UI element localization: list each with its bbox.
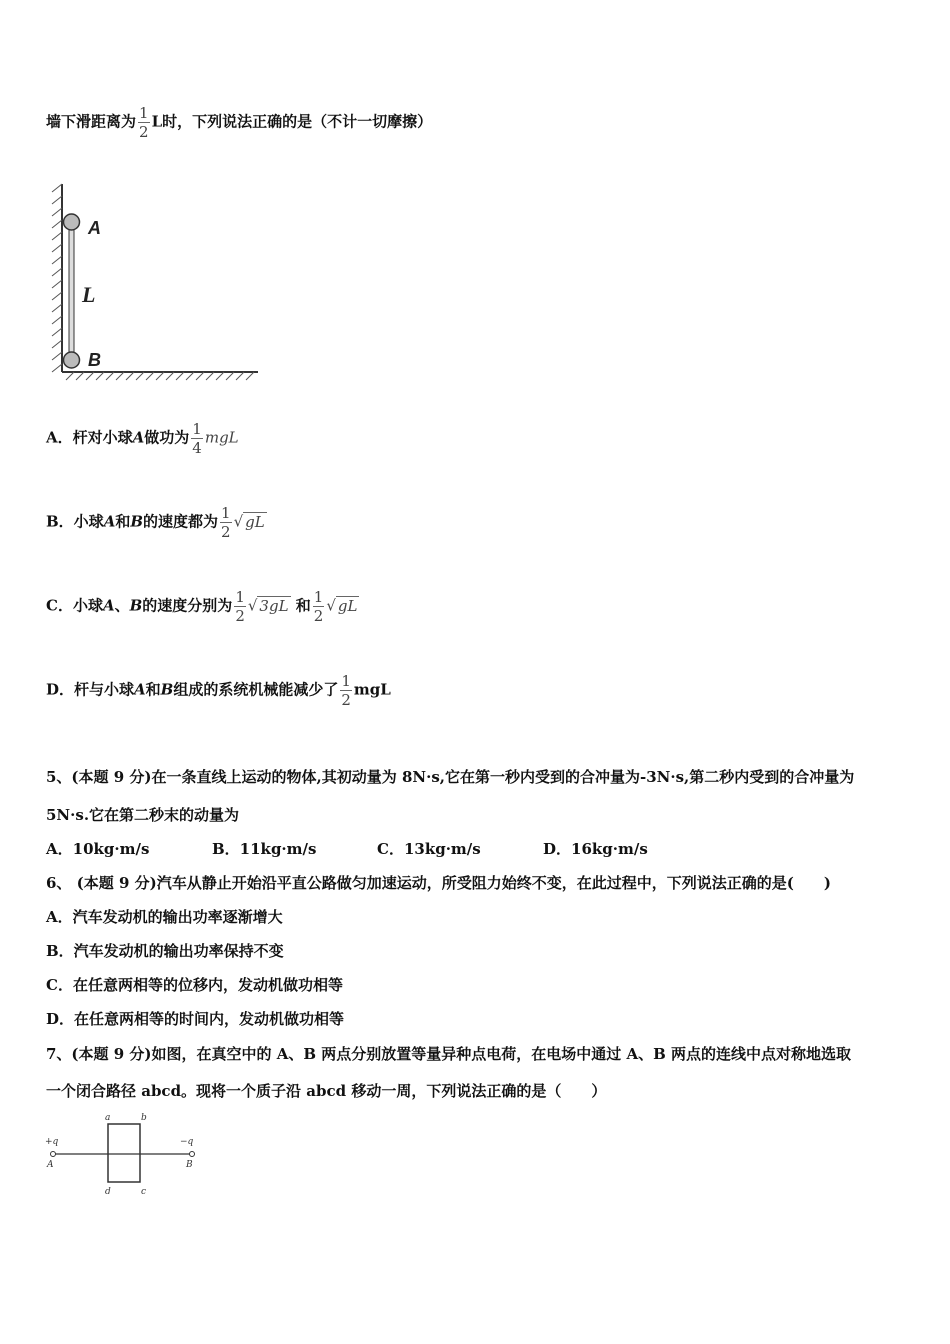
fraction: $\frac{1}{2}$: [139, 104, 149, 141]
ball-b: [64, 352, 80, 368]
label-minus-q: −q: [180, 1137, 194, 1147]
q4-option-c: C．小球A、B的速度分别为 $\frac{1}{2}$ √ 3gL 和 $\frac{1}{2}$ √ gL: [46, 588, 358, 625]
fraction: $\frac{1}{2}$: [341, 672, 351, 709]
charges-loop-figure: [44, 1110, 204, 1202]
fraction: $\frac{1}{2}$: [313, 588, 324, 625]
q6-option-c: C．在任意两相等的位移内，发动机做功相等: [46, 976, 343, 994]
loop-abcd: [108, 1124, 140, 1182]
q5-option-a: A．10kg·m/s: [46, 840, 150, 858]
sqrt: √ gL: [233, 512, 265, 531]
q5-option-c: C．13kg·m/s: [377, 840, 481, 858]
label-big-a: A: [47, 1160, 54, 1170]
q5-line-1: 5、(本题 9 分)在一条直线上运动的物体,其初动量为 8N·s,它在第一秒内受到的合冲量为-3N·s,第二秒内受到的合冲量为: [46, 768, 855, 786]
label-a: A: [88, 218, 101, 238]
sqrt: √ 3gL: [247, 596, 289, 615]
label-small-d: d: [105, 1187, 111, 1197]
label-small-c: c: [141, 1187, 147, 1197]
label-big-b: B: [186, 1160, 193, 1170]
q5-option-d: D．16kg·m/s: [543, 840, 648, 858]
q4-option-d: D．杆与小球A和B组成的系统机械能减少了 $\frac{1}{2}$ mgL: [46, 672, 391, 709]
q5-option-b: B．11kg·m/s: [212, 840, 317, 858]
ball-a: [64, 214, 80, 230]
q6-option-d: D．在任意两相等的时间内，发动机做功相等: [46, 1010, 345, 1028]
q5-line-2: 5N·s.它在第二秒末的动量为: [46, 806, 240, 824]
intro-text-after: L时，下列说法正确的是（不计一切摩擦）: [151, 112, 433, 131]
q7-line-2: 一个闭合路径 abcd。现将一个质子沿 abcd 移动一周，下列说法正确的是（ ）: [46, 1082, 607, 1100]
rod-wall-figure: [46, 180, 266, 385]
fraction: $\frac{1}{2}$: [235, 588, 245, 625]
intro-line: [46, 104, 432, 141]
label-b: B: [88, 350, 101, 370]
q6-option-b: B．汽车发动机的输出功率保持不变: [46, 942, 284, 960]
q4-option-b: B．小球A和B的速度都为 $\frac{1}{2}$ √ gL: [46, 504, 265, 541]
charge-b: [190, 1152, 195, 1157]
label-small-b: b: [141, 1113, 147, 1123]
fraction: $\frac{1}{4}$: [192, 420, 202, 457]
intro-text-before: 墙下滑距离为: [46, 112, 137, 131]
q6-stem: 6、 (本题 9 分)汽车从静止开始沿平直公路做匀加速运动，所受阻力始终不变，在此过程中，下列说法正确的是( ): [46, 874, 831, 892]
fraction: $\frac{1}{2}$: [221, 504, 231, 541]
q7-line-1: 7、(本题 9 分)如图，在真空中的 A、B 两点分别放置等量异种点电荷，在电场中通过 A、B 两点的连线中点对称地选取: [46, 1045, 852, 1063]
label-l: L: [82, 282, 96, 307]
label-plus-q: +q: [45, 1137, 59, 1147]
q6-option-a: A．汽车发动机的输出功率逐渐增大: [46, 908, 283, 926]
label-small-a: a: [105, 1113, 111, 1123]
q4-option-a: A．杆对小球A做功为 $\frac{1}{4}$ mgL: [46, 420, 239, 457]
charge-a: [51, 1152, 56, 1157]
sqrt: √ gL: [326, 596, 358, 615]
